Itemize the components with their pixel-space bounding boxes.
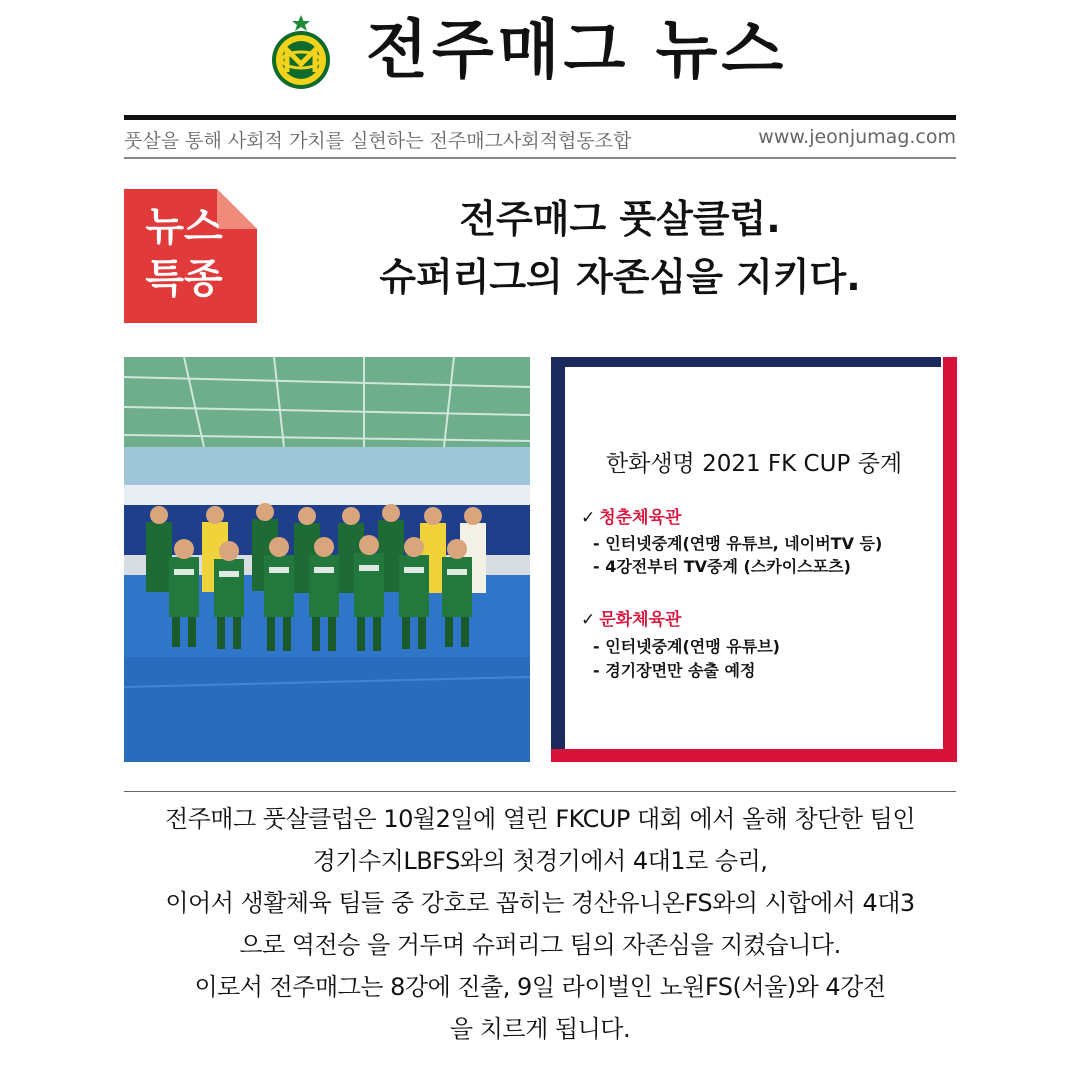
news-scoop-badge — [124, 189, 257, 323]
site-url-link[interactable]: www.jeonjumag.com — [758, 126, 956, 148]
frame-right — [943, 357, 957, 762]
frame-bottom — [551, 749, 957, 762]
article-line-4: 으로 역전승 을 거두며 슈퍼리그 팀의 자존심을 지켰습니다. — [239, 931, 841, 959]
article-line-3: 이어서 생활체육 팀들 중 강호로 꼽히는 경산유니온FS와의 시합에서 4대3 — [165, 889, 915, 917]
venue-2-detail-1: - 인터넷중계(연맹 유튜브) — [593, 637, 780, 656]
headline-line-1: 전주매그 풋살클럽. — [459, 197, 781, 241]
badge-line-2: 특종 — [145, 256, 223, 302]
venue-1-name: 청춘체육관 — [599, 508, 682, 528]
masthead-title: 전주매그 뉴스 — [366, 14, 788, 88]
article-headline — [270, 190, 970, 306]
masthead — [268, 12, 828, 92]
masthead-tagline: 풋살을 통해 사회적 가치를 실현하는 전주매그사회적협동조합 — [124, 130, 632, 152]
club-logo-icon — [268, 14, 334, 90]
article-body — [120, 798, 960, 1050]
team-photo — [124, 357, 530, 762]
headline-line-2: 슈퍼리그의 자존심을 지키다. — [379, 255, 861, 299]
venue-2-detail-2: - 경기장면만 송출 예정 — [593, 661, 756, 680]
check-icon: ✓ — [581, 610, 596, 630]
frame-left — [551, 357, 565, 749]
frame-top — [551, 357, 941, 367]
article-rule — [124, 791, 956, 792]
venue-2 — [581, 605, 681, 630]
masthead-rule — [124, 115, 956, 120]
article-line-6: 을 치르게 됩니다. — [449, 1015, 631, 1043]
badge-line-1: 뉴스 — [145, 204, 223, 250]
article-line-2: 경기수지LBFS와의 첫경기에서 4대1로 승리, — [312, 847, 768, 875]
article-line-5: 이로서 전주매그는 8강에 진출, 9일 라이벌인 노원FS(서울)와 4강전 — [194, 973, 886, 1001]
broadcast-info-box — [551, 357, 957, 762]
venue-2-name: 문화체육관 — [599, 610, 682, 630]
check-icon: ✓ — [581, 508, 596, 528]
article-line-1: 전주매그 풋살클럽은 10월2일에 열린 FKCUP 대회 에서 올해 창단한 팀인 — [164, 805, 916, 833]
venue-1 — [581, 503, 681, 528]
venue-1-detail-1: - 인터넷중계(연맹 유튜브, 네이버TV 등) — [593, 534, 883, 553]
broadcast-title: 한화생명 2021 FK CUP 중계 — [605, 451, 903, 477]
tagline-rule — [124, 157, 956, 159]
venue-1-detail-2: - 4강전부터 TV중계 (스카이스포츠) — [593, 557, 851, 576]
